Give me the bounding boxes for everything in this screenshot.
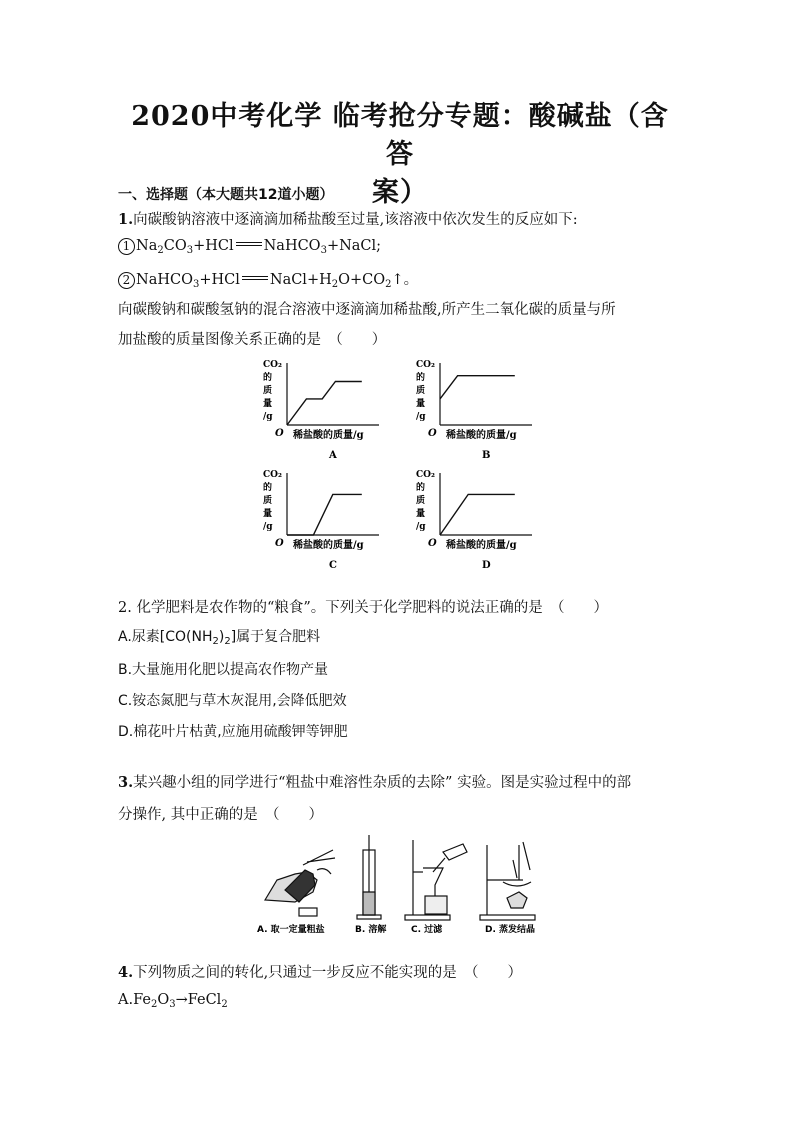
x-axis-label: 稀盐酸的质量/g xyxy=(446,540,517,551)
y-axis-label: 质 xyxy=(263,386,273,396)
q4-text: 下列物质之间的转化,只通过一步反应不能实现的是 （ ） xyxy=(133,965,522,981)
y-axis-label: CO₂ xyxy=(263,360,282,370)
x-axis-label: 稀盐酸的质量/g xyxy=(293,430,364,441)
y-axis-label: /g xyxy=(416,522,426,532)
formula-part: ↑。 xyxy=(391,272,419,288)
y-axis-label: 量 xyxy=(263,509,273,519)
origin-label: O xyxy=(428,538,437,549)
reaction-2-marker: 2 xyxy=(118,272,135,289)
formula-part: NaHCO xyxy=(136,272,193,288)
title-line-2: 案） xyxy=(372,177,428,208)
q3-line-2: 分操作, 其中正确的是 （ ） xyxy=(118,807,323,823)
x-axis-label: 稀盐酸的质量/g xyxy=(293,540,364,551)
subscript: 2 xyxy=(221,999,228,1010)
graph-b xyxy=(408,355,538,465)
q1-reaction-1 xyxy=(118,238,381,255)
formula-part: O+CO xyxy=(338,272,386,288)
y-axis-label: 的 xyxy=(263,373,273,383)
q1-text-a: 向碳酸钠和碳酸氢钠的混合溶液中逐滴滴加稀盐酸,所产生二氧化碳的质量与所 xyxy=(118,302,616,318)
graph-d xyxy=(408,465,538,575)
graph-caption: D xyxy=(482,560,491,571)
option-text: ]属于复合肥料 xyxy=(230,629,321,645)
formula-part: NaCl+H xyxy=(269,272,332,288)
title-line-1: 2020中考化学 临考抢分专题：酸碱盐（含答 xyxy=(131,101,669,170)
option-text: O xyxy=(157,992,170,1008)
origin-label: O xyxy=(275,538,284,549)
option-text: FeCl xyxy=(187,992,222,1008)
option-text: A.尿素[CO(NH xyxy=(118,629,213,645)
origin-label: O xyxy=(428,428,437,439)
formula-part: Na xyxy=(136,238,158,254)
lab-caption-b: B. 溶解 xyxy=(355,925,387,935)
y-axis-label: CO₂ xyxy=(416,360,435,370)
subscript: 2 xyxy=(331,279,339,290)
y-axis-label: 的 xyxy=(416,483,426,493)
q4-option-a xyxy=(118,992,228,1008)
option-text: ) xyxy=(218,629,225,645)
y-axis-label: 量 xyxy=(416,399,426,409)
y-axis-label: 的 xyxy=(416,373,426,383)
q4-number: 4. xyxy=(118,964,134,981)
lab-drawing-b xyxy=(357,835,381,919)
q2-option-c: C.铵态氮肥与草木灰混用,会降低肥效 xyxy=(118,693,347,709)
y-axis-label: CO₂ xyxy=(263,470,282,480)
q4-stem xyxy=(118,961,522,982)
y-axis-label: 质 xyxy=(416,496,426,506)
graph-caption: A xyxy=(329,450,337,461)
lab-drawing-a xyxy=(265,850,335,916)
graph-caption: B xyxy=(482,450,491,461)
lab-caption-c: C. 过滤 xyxy=(411,925,443,935)
formula-part: +NaCl; xyxy=(326,238,382,254)
y-axis-label: /g xyxy=(416,412,426,422)
y-axis-label: /g xyxy=(263,522,273,532)
y-axis-label: 的 xyxy=(263,483,273,493)
data-line xyxy=(287,494,362,535)
q3-text: 某兴趣小组的同学进行“粗盐中难溶性杂质的去除” 实验。图是实验过程中的部 xyxy=(133,775,632,791)
subscript: 2 xyxy=(150,999,158,1010)
q3-line-1 xyxy=(118,771,631,792)
subscript: 2 xyxy=(212,636,219,647)
q2-option-d: D.棉花叶片枯黄,应施用硫酸钾等钾肥 xyxy=(118,724,348,740)
subscript: 2 xyxy=(385,279,392,290)
lab-caption-d: D. 蒸发结晶 xyxy=(485,925,536,935)
data-line xyxy=(287,382,362,426)
subscript: 3 xyxy=(169,999,176,1010)
y-axis-label: 量 xyxy=(416,509,426,519)
section-heading: 一、选择题（本大题共12道小题） xyxy=(118,187,334,203)
formula-part: CO xyxy=(163,238,187,254)
subscript: 3 xyxy=(320,245,327,256)
graph-caption: C xyxy=(329,560,337,571)
subscript: 2 xyxy=(224,636,231,647)
data-line xyxy=(440,494,515,535)
data-line xyxy=(440,376,515,399)
subscript: 2 xyxy=(157,245,164,256)
lab-operations-figure xyxy=(255,830,555,940)
q1-stem-text: 向碳酸钠溶液中逐滴滴加稀盐酸至过量,该溶液中依次发生的反应如下: xyxy=(133,212,578,228)
y-axis-label: 质 xyxy=(263,496,273,506)
q1-stem xyxy=(118,208,578,229)
q2-option-b: B.大量施用化肥以提高农作物产量 xyxy=(118,662,329,678)
subscript: 3 xyxy=(186,245,194,256)
arrow: → xyxy=(175,992,188,1008)
equals-sign xyxy=(236,242,262,246)
formula-part: +HCl xyxy=(199,272,240,288)
q1-text-b: 加盐酸的质量图像关系正确的是 （ ） xyxy=(118,332,387,348)
q3-number: 3. xyxy=(118,774,134,791)
equals-sign xyxy=(242,276,268,280)
origin-label: O xyxy=(275,428,284,439)
lab-drawing-d xyxy=(480,842,535,920)
q1-reaction-2 xyxy=(118,268,418,289)
q1-number: 1. xyxy=(118,211,134,228)
graph-a xyxy=(255,355,385,465)
q2-stem: 2. 化学肥料是农作物的“粮食”。下列关于化学肥料的说法正确的是 （ ） xyxy=(118,600,609,616)
lab-drawing-c xyxy=(405,840,467,920)
y-axis-label: 质 xyxy=(416,386,426,396)
formula-part: +HCl xyxy=(193,238,234,254)
subscript: 3 xyxy=(192,279,200,290)
lab-caption-a: A. 取一定量粗盐 xyxy=(257,925,325,935)
formula-part: NaHCO xyxy=(263,238,321,254)
q2-option-a xyxy=(118,626,320,646)
reaction-1-marker: 1 xyxy=(118,238,135,255)
y-axis-label: CO₂ xyxy=(416,470,435,480)
option-text: A.Fe xyxy=(118,992,151,1008)
graph-c xyxy=(255,465,385,575)
y-axis-label: /g xyxy=(263,412,273,422)
y-axis-label: 量 xyxy=(263,399,273,409)
x-axis-label: 稀盐酸的质量/g xyxy=(446,430,517,441)
